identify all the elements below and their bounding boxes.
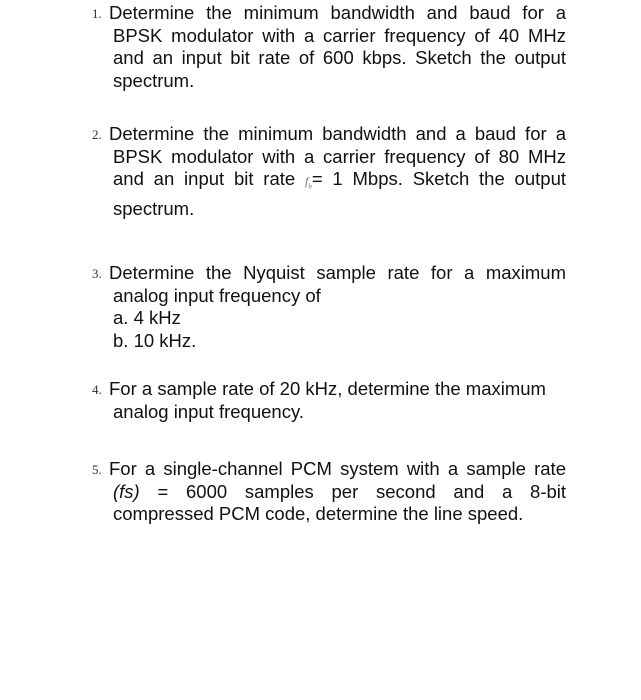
question-text-line: Determine the minimum bandwidth and baud for a bbox=[109, 2, 566, 23]
question-text-line: Determine the Nyquist sample rate for a maximum bbox=[109, 262, 566, 283]
question-number: 2. bbox=[92, 127, 102, 142]
question-1 bbox=[92, 2, 566, 92]
sub-item-a: a. 4 kHz bbox=[113, 307, 181, 328]
question-text-line: spectrum. bbox=[113, 69, 195, 91]
question-3 bbox=[92, 262, 566, 352]
question-text-line: BPSK modulator with a carrier frequency of 80 MHz bbox=[113, 145, 566, 167]
question-text-line: BPSK modulator with a carrier frequency of 40 MHz bbox=[113, 24, 566, 46]
question-text-line bbox=[92, 168, 566, 198]
question-2 bbox=[92, 123, 566, 220]
question-number: 1. bbox=[92, 6, 102, 21]
question-text-fragment: and an input bit rate bbox=[113, 168, 296, 189]
question-text-line: (fs) = 6000 samples per second and a 8-bit bbox=[113, 480, 567, 502]
question-4 bbox=[92, 378, 566, 423]
question-text-line: spectrum. bbox=[113, 197, 195, 219]
question-text-line: analog input frequency of bbox=[113, 284, 321, 306]
question-number: 4. bbox=[92, 382, 102, 397]
question-text-line: For a single-channel PCM system with a sample rate bbox=[109, 458, 566, 479]
question-number: 3. bbox=[92, 266, 102, 281]
question-text-fragment: = 1 Mbps. Sketch the output bbox=[311, 168, 566, 189]
question-text-line: Determine the minimum bandwidth and a baud for a bbox=[109, 123, 566, 144]
question-text-line: analog input frequency. bbox=[113, 400, 304, 422]
question-text-line: For a sample rate of 20 kHz, determine the maximum bbox=[109, 378, 546, 399]
question-text-line: and an input bit rate of 600 kbps. Sketch the output bbox=[113, 47, 566, 68]
bit-rate-symbol: $f_b$ bbox=[304, 174, 312, 191]
question-text-line: compressed PCM code, determine the line speed. bbox=[113, 503, 524, 524]
question-number: 5. bbox=[92, 462, 102, 477]
question-5 bbox=[92, 458, 566, 526]
sample-rate-symbol: (fs) bbox=[113, 480, 140, 502]
sub-item-b: b. 10 kHz. bbox=[113, 329, 197, 351]
